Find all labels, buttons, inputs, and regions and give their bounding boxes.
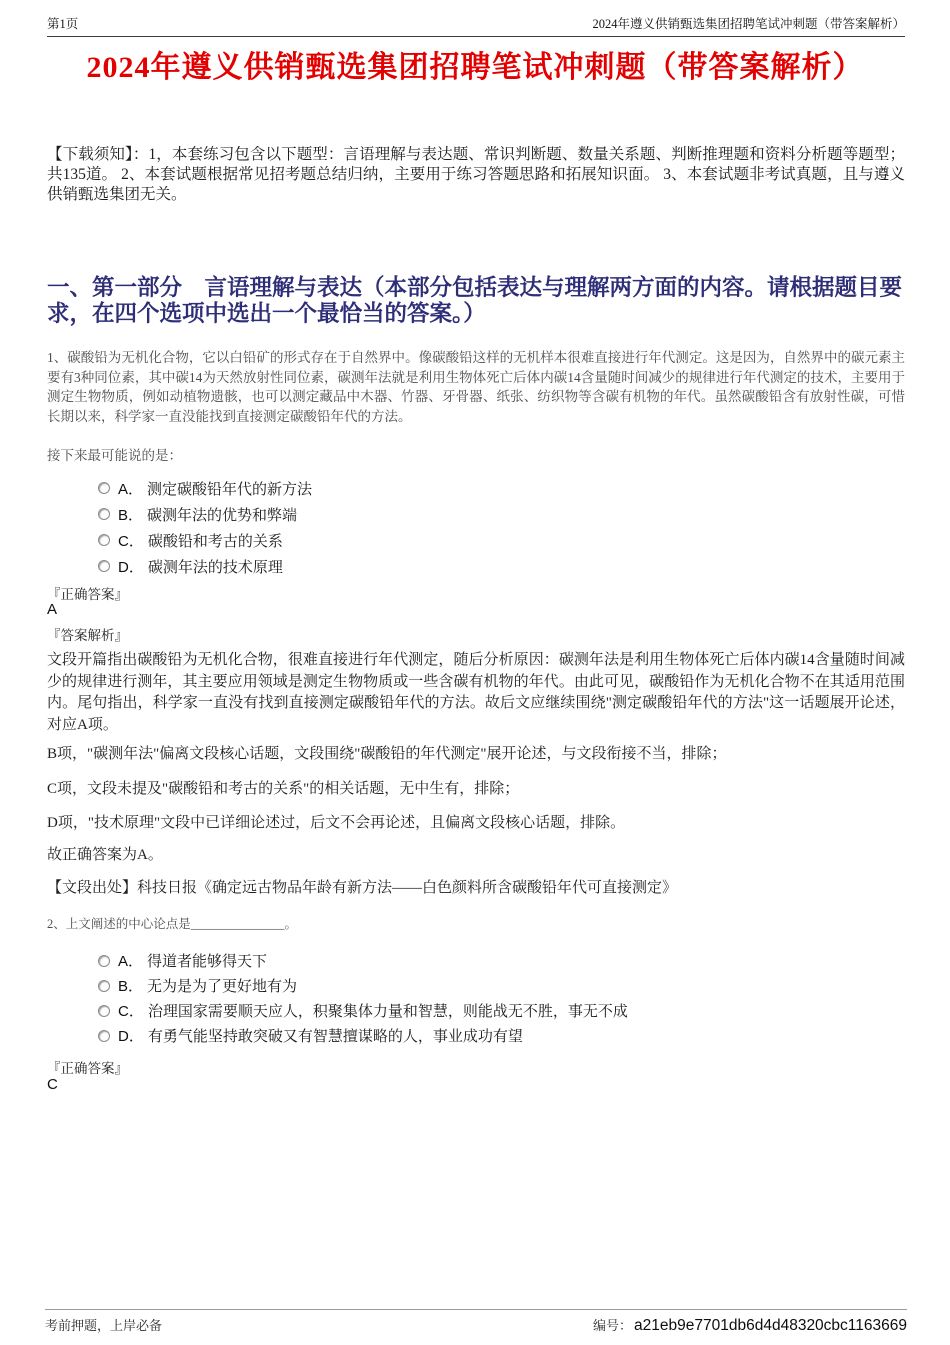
option-letter: C． [118,532,144,550]
option-text: 测定碳酸铅年代的新方法 [147,481,313,498]
option-text: 治理国家需要顺天应人，积聚集体力量和智慧，则能战无不胜，事无不成 [147,1004,628,1020]
option-row-d [98,553,312,579]
option-row-a [98,948,628,973]
page-footer [45,1309,907,1335]
radio-button[interactable] [98,482,110,494]
analysis-note-b: B项，"碳测年法"偏离文段核心话题，文段围绕"碳酸铅的年代测定"展开论述，与文段衔接不当，排除； [47,746,727,762]
passage-source: 【文段出处】科技日报《确定远古物品年龄有新方法——白色颜料所含碳酸铅年代可直接测定》 [47,880,678,896]
analysis-note-c: C项，文段未提及"碳酸铅和考古的关系"的相关话题，无中生有，排除； [47,781,520,797]
radio-button[interactable] [98,560,110,572]
radio-button[interactable] [98,534,110,546]
analysis-note-d: D项，"技术原理"文段中已详细论述过，后文不会再论述，且偏离文段核心话题，排除。 [47,815,626,831]
page-number: 第1页 [47,17,79,31]
question-2-stem: 2、上文阐述的中心论点是_______________。 [47,917,298,931]
option-letter: B． [118,978,144,995]
option-letter: A． [118,480,144,498]
footer-doc-number [593,1315,907,1335]
download-notice: 【下载须知】：1，本套练习包含以下题型：言语理解与表达题、常识判断题、数量关系题、判断推理题和资料分析题等题型；共135道。 2、本套试题根据常见招考题总结归纳，主要用于练习答题思路和拓展知识面。 3、本套试题非考试真题，且与遵义供销甄选集团无关。 [47,146,905,203]
option-row-b [98,973,628,998]
option-text: 有勇气能坚持敢突破又有智慧擅谋略的人，事业成功有望 [147,1029,523,1045]
option-row-b [98,501,312,527]
option-letter: A． [118,953,144,970]
question-2-options [98,948,628,1048]
option-row-d [98,1023,628,1048]
correct-answer-label: 『正确答案』 [47,587,128,602]
correct-answer-label: 『正确答案』 [47,1061,128,1076]
option-text: 碳测年法的技术原理 [147,559,283,576]
analysis-paragraph: 文段开篇指出碳酸铅为无机化合物，很难直接进行年代测定，随后分析原因：碳测年法是利用生物体死亡后体内碳14含量随时间减少的规律进行测年，其主要应用领域是测定生物物质或一些含碳有机物的年代。由此可见，碳酸铅作为无机化合物不在其适用范围内。尾句指出，科学家一直没有找到直接测定碳酸铅年代的方法。故后文应继续围绕"测定碳酸铅年代的方法"这一话题展开论述，对应A项。 [47,652,905,733]
radio-button[interactable] [98,508,110,520]
header-doc-title: 2024年遵义供销甄选集团招聘笔试冲刺题（带答案解析） [592,17,905,31]
option-text: 碳酸铅和考古的关系 [147,533,283,550]
radio-button[interactable] [98,955,110,967]
doc-number-value: a21eb9e7701db6d4d48320cbc1163669 [634,1317,907,1334]
analysis-label: 『答案解析』 [47,628,128,643]
option-letter: D． [118,1028,144,1045]
question-1-options [98,475,312,579]
analysis-conclusion: 故正确答案为A。 [47,847,163,863]
question-1-stem: 1、碳酸铅为无机化合物，它以白铅矿的形式存在于自然界中。像碳酸铅这样的无机样本很难直接进行年代测定。这是因为，自然界中的碳元素主要有3种同位素，其中碳14为天然放射性同位素，碳测年法就是利用生物体死亡后体内碳14含量随时间减少的规律进行年代测定的技术，主要用于测定生物物质，例如动植物遗骸，也可以测定藏品中木器、竹器、牙骨器、纸张、纺织物等含碳有机物的年代。虽然碳酸铅含有放射性碳，可惜长期以来，科学家一直没能找到直接测定碳酸铅年代的方法。 [47,350,905,424]
option-row-c [98,527,312,553]
doc-number-label: 编号： [593,1318,633,1333]
page-header [47,14,905,37]
option-letter: B． [118,506,144,524]
correct-answer-value: A [47,601,58,618]
option-text: 碳测年法的优势和弊端 [147,507,298,524]
option-row-c [98,998,628,1023]
section-heading: 一、第一部分 言语理解与表达（本部分包括表达与理解两方面的内容。请根据题目要求，在四个选项中选出一个最恰当的答案。） [47,275,903,326]
page-title: 2024年遵义供销甄选集团招聘笔试冲刺题（带答案解析） [86,51,864,84]
option-row-a [98,475,312,501]
correct-answer-value: C [47,1076,58,1093]
radio-button[interactable] [98,1030,110,1042]
radio-button[interactable] [98,1005,110,1017]
option-text: 无为是为了更好地有为 [147,979,298,995]
footer-slogan: 考前押题，上岸必备 [45,1318,163,1333]
option-letter: C． [118,1003,144,1020]
radio-button[interactable] [98,980,110,992]
option-letter: D． [118,558,144,576]
option-text: 得道者能够得天下 [147,954,268,970]
question-1-prompt: 接下来最可能说的是： [47,448,182,463]
